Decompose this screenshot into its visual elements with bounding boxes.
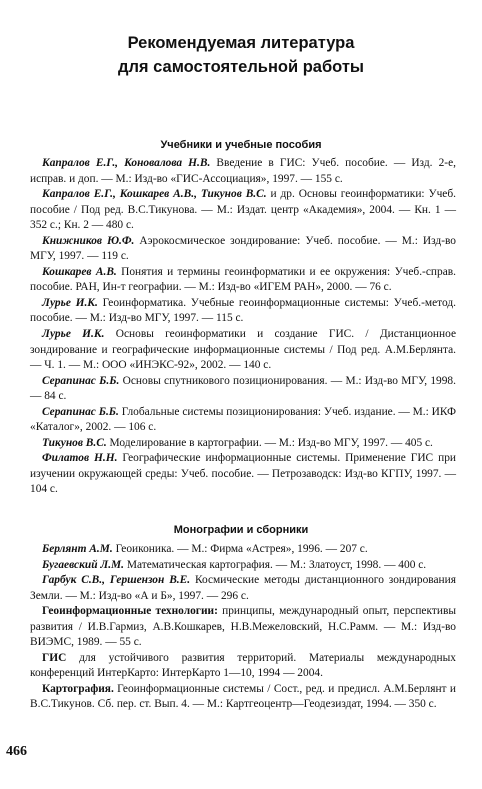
bibliography-entry [30,234,456,265]
entry-text: принципы, международный опыт, перспективы развития / И.В.Гармиз, А.В.Кошкарев, Н.В.Межеловский, Н.С.Рамм. — М.: Изд-во ВИЭМС, 1989. — 55 с. [30,605,456,649]
entry-author: Кошкарев А.В. [42,265,117,278]
entry-text: Аэрокосмическое зондирование: Учеб. пособие. — М.: Изд-во МГУ, 1997. — 119 с. [30,234,456,263]
entry-text: для устойчивого развития территорий. Материалы международных конференций ИнтерКарто: ИнтерКарто 1—10, 1994 — 2004. [30,651,456,680]
section-heading-textbooks: Учебники и учебные пособия [160,139,322,151]
entry-text: Географические информационные системы. Применение ГИС при изучении окружающей среды: Учеб. пособие. — Петрозаводск: Изд-во КГПУ, 1997. — 104 с. [30,452,456,496]
entry-lead-title: Геоинформационные технологии: [42,605,218,618]
entry-author: Лурье И.К. [42,328,105,341]
entry-text: Глобальные системы позиционирования: Учеб. издание. — М.: ИКФ «Каталог», 2002. — 106 с. [30,405,456,434]
bibliography-entry [30,604,456,651]
bibliography-entry [30,558,456,574]
entry-text: Моделирование в картографии. — М.: Изд-во МГУ, 1997. — 405 с. [106,436,433,449]
entry-author: Книжников Ю.Ф. [42,234,135,247]
entry-author: Берлянт А.М. [42,543,113,555]
bibliography-entry [30,651,456,682]
bibliography-entry [30,405,456,436]
entry-author: Серапинас Б.Б. [42,374,120,387]
bibliography-entry [30,573,456,604]
entry-author: Филатов Н.Н. [42,452,118,465]
entry-author: Серапинас Б.Б. [42,405,119,418]
entry-text: Введение в ГИС: Учеб. пособие. — Изд. 2-е, исправ. и доп. — М.: Изд-во «ГИС-Ассоциация», 1997. — 155 с. [30,157,456,185]
bibliography-entry [30,436,456,452]
bibliography-entry [30,265,456,296]
entry-author: Капралов Е.Г., Коновалова Н.В. [42,157,211,169]
bibliography-entry [30,374,456,405]
entry-lead-title: ГИС [42,651,67,664]
entry-text: Основы спутникового позиционирования. — М.: Изд-во МГУ, 1998. — 84 с. [30,374,456,403]
bibliography-entry [30,296,456,327]
bibliography-entry [30,187,456,234]
entry-text: Геоинформатика. Учебные геоинформационные системы: Учеб.-метод. пособие. — М.: Изд-во МГУ, 1997. — 115 с. [30,296,456,325]
page-title-line-2: для самостоятельной работы [117,58,365,76]
bibliography-entry [30,542,456,558]
bibliography-entry [30,156,456,187]
entry-author: Тикунов В.С. [42,436,107,449]
entry-author: Гарбук С.В., Гершензон В.Е. [42,574,191,587]
bibliography-entry [30,327,456,374]
bibliography-entry [30,682,456,713]
textbooks-list [30,156,456,498]
entry-text: Основы геоинформатики и создание ГИС. / Дистанционное зондирование и географические информационные системы / Под ред. А.М.Берлянта. — Ч. 1. — М.: ООО «ИНЭКС-92», 2002. — 140 с. [30,328,457,372]
entry-author: Лурье И.К. [42,296,98,309]
entry-text: Геоиконика. — М.: Фирма «Астрея», 1996. — 207 с. [112,543,368,555]
entry-text: Математическая картография. — М.: Златоуст, 1998. — 400 с. [124,558,427,571]
monographs-list [30,542,456,713]
entry-lead-title: Картография. [42,682,114,695]
entry-author: Капралов Е.Г., Кошкарев А.В., Тикунов В.С. [42,188,267,201]
entry-text: и др. Основы геоинформатики: Учеб. пособие / Под ред. В.С.Тикунова. — М.: Издат. центр «Академия», 2004. — Кн. 1 — 352 с.; Кн. 2 — 480 с. [30,188,457,232]
entry-text: Космические методы дистанционного зондирования Земли. — М.: Изд-во «А и Б», 1997. — 296 с. [30,574,456,602]
entry-text: Геоинформационные системы / Сост., ред. и предисл. А.М.Берлянт и В.С.Тикунов. Сб. пер. ст. Вып. 4. — М.: Картгеоцентр—Геодезиздат, 1994. — 350 с. [30,682,456,711]
bibliography-entry [30,451,456,498]
entry-text: Понятия и термины геоинформатики и ее окружения: Учеб.-справ. пособие. РАН, Ин-т географии. — М.: Изд-во «ИГЕМ РАН», 2000. — 76 с. [30,265,456,294]
page-number: 466 [6,744,27,759]
section-heading-monographs: Монографии и сборники [173,524,309,536]
page-title-line-1: Рекомендуемая литература [127,34,355,52]
entry-author: Бугаевский Л.М. [42,558,125,571]
